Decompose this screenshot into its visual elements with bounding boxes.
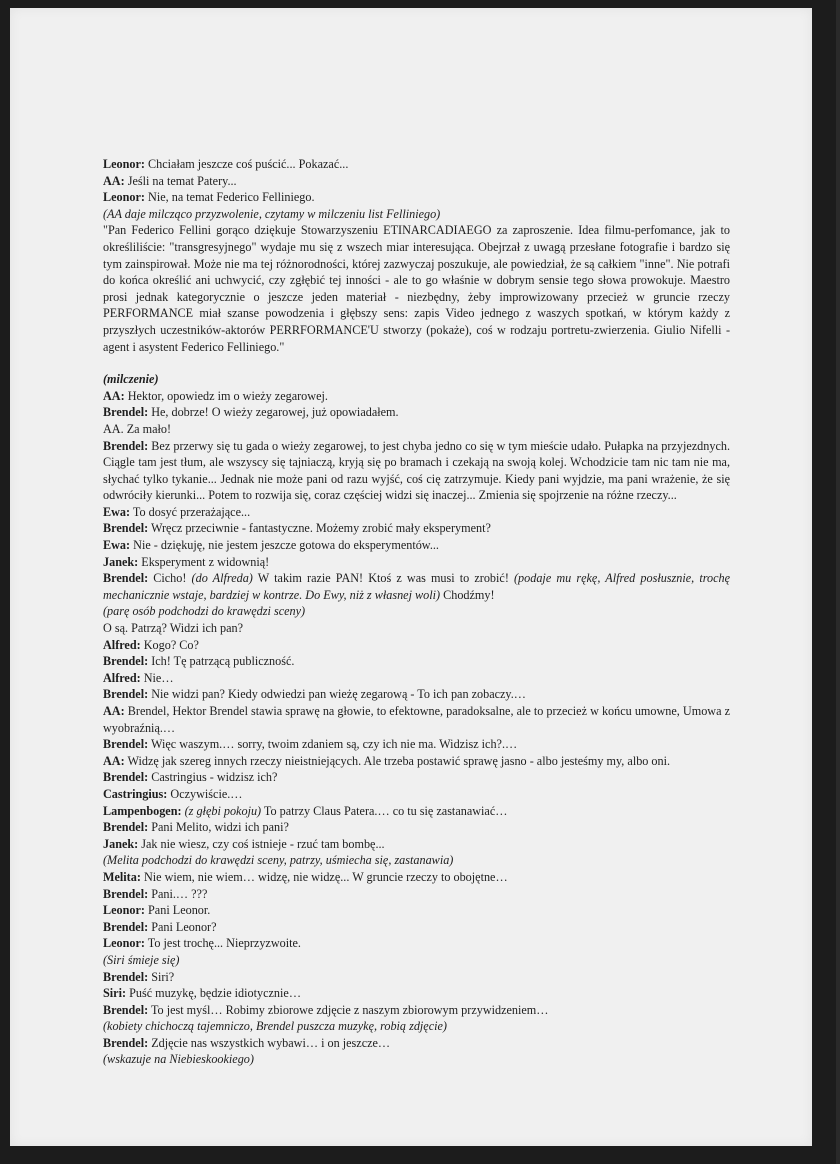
script-line: [103, 388, 730, 405]
script-line: [103, 637, 730, 654]
speaker-name: Brendel:: [103, 919, 149, 934]
script-line: [103, 952, 730, 969]
script-line: [103, 852, 730, 869]
line-text: Chciałam jeszcze coś puścić... Pokazać...: [144, 157, 349, 171]
speaker-name: Ewa:: [103, 504, 131, 519]
speaker-name: Brendel:: [103, 521, 149, 536]
speaker-name: Siri:: [103, 986, 127, 1001]
speaker-name: Janek:: [103, 554, 139, 569]
stage-direction: (Siri śmieje się): [103, 952, 180, 967]
speaker-name: Brendel:: [103, 687, 149, 702]
line-text: Puść muzykę, będzie idiotycznie…: [126, 986, 302, 1001]
speaker-name: Leonor:: [103, 157, 145, 171]
script-line: [103, 753, 730, 770]
line-text: Cicho!: [148, 571, 192, 586]
script-line: [103, 1051, 730, 1068]
line-text: Nie…: [140, 670, 174, 685]
line-text: Eksperyment z widownią!: [138, 554, 270, 569]
script-line: [103, 935, 730, 952]
line-text: Pani.… ???: [148, 886, 208, 901]
stage-direction: (wskazuje na Niebieskookiego): [103, 1052, 254, 1067]
line-text: O są. Patrzą? Widzi ich pan?: [103, 621, 244, 636]
speaker-name: Leonor:: [103, 903, 145, 918]
speaker-name: AA:: [103, 704, 125, 718]
script-line: [103, 554, 730, 571]
line-text: Więc waszym.… sorry, twoim zdaniem są, czy ich nie ma. Widzisz ich?.…: [148, 737, 518, 752]
speaker-name: Brendel:: [103, 1035, 149, 1050]
speaker-name: Leonor:: [103, 936, 145, 951]
stage-direction: (z głębi pokoju): [184, 803, 262, 818]
script-line: [103, 371, 730, 388]
line-text: Chodźmy!: [440, 587, 495, 602]
script-line: [103, 156, 730, 173]
script-line: [103, 189, 730, 206]
script-line: [103, 703, 730, 736]
line-text: W takim razie PAN! Ktoś z was musi to zrobić!: [252, 571, 514, 586]
line-text: Widzę jak szereg innych rzeczy nieistniejących. Ale trzeba postawić sprawę jasno - albo jesteśmy my, albo oni.: [124, 753, 671, 768]
script-line: [103, 438, 730, 504]
line-text: Siri?: [148, 969, 175, 984]
speaker-name: Brendel:: [103, 969, 149, 984]
speaker-name: Alfred:: [103, 670, 141, 685]
script-line: [103, 803, 730, 820]
script-text: [103, 156, 730, 1068]
speaker-name: Brendel:: [103, 737, 149, 752]
line-text: To jest myśl… Robimy zbiorowe zdjęcie z naszym zbiorowym przywidzeniem…: [148, 1002, 549, 1017]
speaker-name: Brendel:: [103, 571, 149, 586]
line-text: Jak nie wiesz, czy coś istnieje - rzuć tam bombę...: [138, 836, 385, 851]
line-text: To patrzy Claus Patera.… co tu się zastanawiać…: [261, 803, 508, 818]
line-text: Pani Leonor.: [144, 903, 211, 918]
script-line: [103, 653, 730, 670]
script-line: [103, 520, 730, 537]
speaker-name: Brendel:: [103, 405, 149, 420]
speaker-name: Lampenbogen:: [103, 803, 182, 818]
line-text: Pani Melito, widzi ich pani?: [148, 820, 289, 835]
line-text: Oczywiście.…: [167, 786, 243, 801]
script-line: [103, 869, 730, 886]
paper-sheet: [10, 8, 812, 1146]
speaker-name: Alfred:: [103, 637, 141, 652]
script-line: [103, 570, 730, 603]
line-text: Brendel, Hektor Brendel stawia sprawę na głowie, to efektowne, paradoksalne, ale to przecież w końcu umowne, Umowa z wyobraźnią.…: [103, 704, 730, 735]
speaker-name: Brendel:: [103, 654, 149, 669]
line-text: Kogo? Co?: [140, 637, 199, 652]
stage-direction: (kobiety chichoczą tajemniczo, Brendel puszcza muzykę, robią zdjęcie): [103, 1019, 447, 1034]
script-line: [103, 603, 730, 620]
line-text: Bez przerwy się tu gada o wieży zegarowej, to jest chyba jedno co się w tym mieście udało. Pułapka na przyjezdnych. Ciągle tam jest tłum, ale wszyscy się tajniaczą, kryją się po bramach i czekają na swoją kolej. Wchodzicie tam nic tam nie ma, słychać tylko tykanie... Jednak nie może pani od razu wyjść, coś cię zatrzymuje. Kiedy pani wyjdzie, ma pani wrażenie, że się odwróciły kierunki... Potem to rozwija się, coraz częściej widzi się inaczej... Zmienia się spojrzenie na różne rzeczy...: [103, 438, 730, 503]
script-line: [103, 985, 730, 1002]
stage-direction: (milczenie): [103, 372, 159, 387]
stage-direction: (Melita podchodzi do krawędzi sceny, patrzy, uśmiecha się, zastanawia): [103, 853, 454, 868]
script-line: [103, 969, 730, 986]
line-text: "Pan Federico Fellini gorąco dziękuje Stowarzyszeniu ETINARCADIAEGO za zaproszenie. Idea filmu-perfomance, jak to określiliście: "transgresyjnego" wydaje mu się z wszech miar interesująca. Obejrzał z uwagą przesłane fotografie i bardzo się tym zainspirował. Może nie ma tej różnorodności, której zazwyczaj poszukuje, ale powiedział, że są całkiem "inne". Nie potrafi do końca określić ani uchwycić, czy zgłębić tej inności - ale to go właśnie w dobrym sensie tego słowa prowokuje. Maestro prosi jednak kategorycznie o jeszcze jeden materiał - niezbędny, żeby improwizowany przecież w gruncie rzeczy PERFORMANCE miał szanse powodzenia i głębszy sens: zapis Video jednego z waszych spotkań, w którym każdy z przyszłych uczestników-aktorów PERRFORMANCE'U stworzy (pokaże), coś w rodzaju portretu-zwierzenia. Giulio Nifelli - agent i asystent Federico Felliniego.": [103, 223, 730, 354]
speaker-name: Brendel:: [103, 886, 149, 901]
line-text: Ich! Tę patrzącą publiczność.: [148, 654, 295, 669]
line-text: AA. Za mało!: [103, 421, 172, 436]
line-text: Hektor, opowiedz im o wieży zegarowej.: [124, 388, 328, 403]
script-line: [103, 836, 730, 853]
speaker-name: AA:: [103, 173, 125, 188]
stage-direction: (AA daje milcząco przyzwolenie, czytamy w milczeniu list Felliniego): [103, 206, 441, 221]
script-line: [103, 736, 730, 753]
script-line: [103, 173, 730, 190]
script-line: [103, 819, 730, 836]
paragraph-gap: [103, 355, 730, 371]
speaker-name: Ewa:: [103, 538, 131, 553]
script-line: [103, 620, 730, 637]
line-text: To dosyć przerażające...: [130, 504, 251, 519]
speaker-name: Brendel:: [103, 820, 149, 835]
stage-direction: (do Alfreda): [191, 571, 253, 586]
script-line: [103, 421, 730, 438]
line-text: Zdjęcie nas wszystkich wybawi… i on jeszcze…: [148, 1035, 391, 1050]
speaker-name: Leonor:: [103, 190, 145, 205]
script-line: [103, 902, 730, 919]
speaker-name: Brendel:: [103, 438, 149, 453]
line-text: Nie wiem, nie wiem… widzę, nie widzę... W gruncie rzeczy to obojętne…: [140, 869, 508, 884]
script-line: [103, 222, 730, 355]
script-line: [103, 686, 730, 703]
speaker-name: Melita:: [103, 869, 141, 884]
script-line: [103, 537, 730, 554]
stage-direction: (podaje mu rękę, Alfred posłusznie, trochę mechanicznie wstaje, bardziej w kontrze. Do Ewy, niż z własnej woli): [103, 571, 731, 602]
script-line: [103, 1035, 730, 1052]
speaker-name: AA:: [103, 753, 125, 768]
stage-direction: (parę osób podchodzi do krawędzi sceny): [103, 604, 306, 619]
script-line: [103, 1018, 730, 1035]
line-text: Wręcz przeciwnie - fantastyczne. Możemy zrobić mały eksperyment?: [148, 521, 491, 536]
line-text: Jeśli na temat Patery...: [124, 173, 237, 188]
script-line: [103, 886, 730, 903]
speaker-name: Janek:: [103, 836, 139, 851]
line-text: To jest trochę... Nieprzyzwoite.: [144, 936, 301, 951]
page-edge: [836, 0, 840, 1164]
script-line: [103, 206, 730, 223]
script-line: [103, 1002, 730, 1019]
line-text: Nie - dziękuję, nie jestem jeszcze gotowa do eksperymentów...: [130, 538, 439, 553]
line-text: Pani Leonor?: [148, 919, 217, 934]
line-text: Castringius - widzisz ich?: [148, 770, 278, 785]
script-line: [103, 769, 730, 786]
speaker-name: Castringius:: [103, 786, 168, 801]
line-text: He, dobrze! O wieży zegarowej, już opowiadałem.: [148, 405, 399, 420]
script-line: [103, 786, 730, 803]
script-line: [103, 919, 730, 936]
script-line: [103, 504, 730, 521]
line-text: Nie, na temat Federico Felliniego.: [144, 190, 315, 205]
line-text: Nie widzi pan? Kiedy odwiedzi pan wieżę zegarową - To ich pan zobaczy.…: [148, 687, 526, 702]
speaker-name: AA:: [103, 388, 125, 403]
script-line: [103, 404, 730, 421]
speaker-name: Brendel:: [103, 1002, 149, 1017]
script-line: [103, 670, 730, 687]
speaker-name: Brendel:: [103, 770, 149, 785]
